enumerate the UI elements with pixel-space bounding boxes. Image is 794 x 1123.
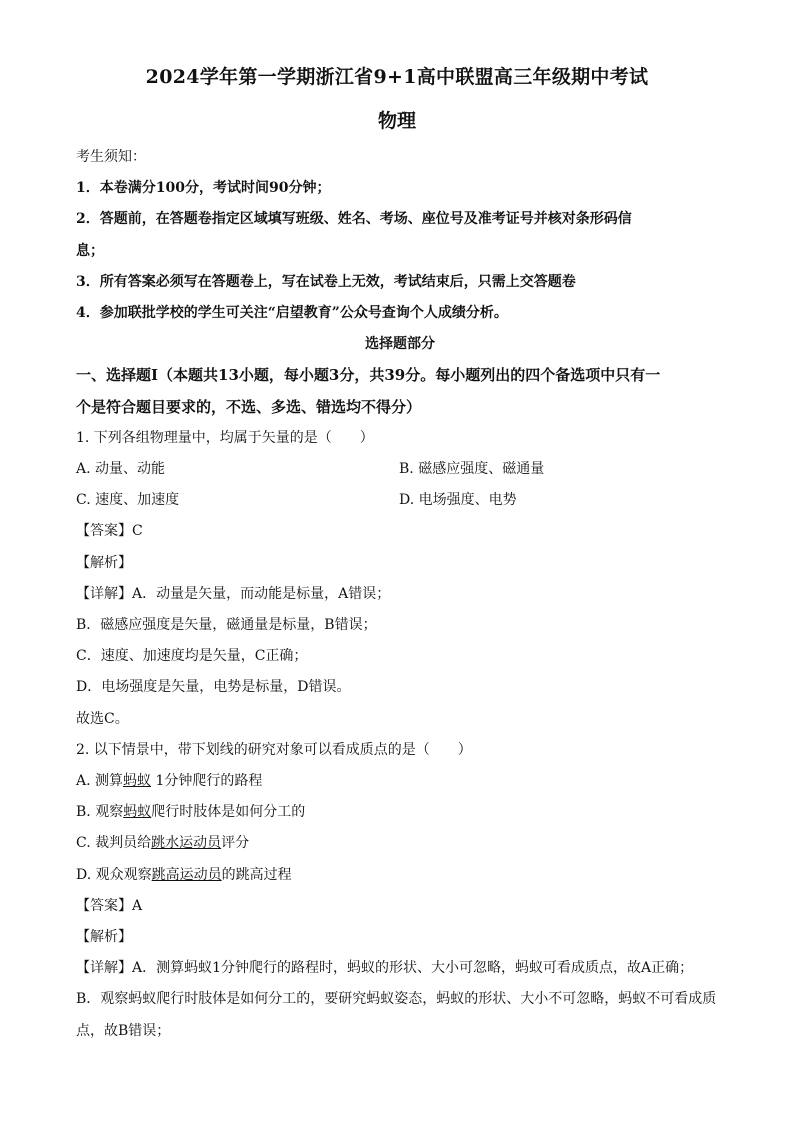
q2-option-a-text: 1分钟爬行的路程 bbox=[151, 773, 263, 790]
q2-option-c-underlined: 跳水运动员 bbox=[151, 835, 222, 852]
q1-detail-line: D．电场强度是矢量，电势是标量，D错误。 bbox=[76, 679, 351, 696]
q2-answer: 【答案】A bbox=[76, 897, 143, 914]
q2-option-d bbox=[76, 860, 724, 891]
q1-detail-line: B．磁感应强度是矢量，磁通量是标量，B错误； bbox=[76, 617, 377, 634]
q2-detail-line: 【详解】A．测算蚂蚁1分钟爬行的路程时，蚂蚁的形状、大小可忽略，蚂蚁可看成质点，故A正确； bbox=[76, 960, 694, 977]
exam-title: 2024学年第一学期浙江省9+1高中联盟高三年级期中考试 bbox=[145, 66, 649, 88]
q2-stem: 2. 以下情景中，带下划线的研究对象可以看成质点的是（ ） bbox=[76, 741, 472, 758]
q1-stem: 1. 下列各组物理量中，均属于矢量的是（ ） bbox=[76, 429, 374, 446]
section-heading-cont: 个是符合题目要求的，不选、多选、错选均不得分） bbox=[76, 397, 422, 416]
q2-detail-line: 点，故B错误； bbox=[76, 1022, 171, 1039]
q1-analysis-label: 【解析】 bbox=[76, 554, 132, 571]
q2-option-b-text: B. 观察 bbox=[76, 804, 124, 821]
q1-conclusion: 故选C。 bbox=[76, 710, 129, 727]
q1-options-row-2 bbox=[76, 485, 724, 516]
section-heading: 一、选择题Ⅰ（本题共13小题，每小题3分，共39分。每小题列出的四个备选项中只有一 bbox=[76, 366, 661, 385]
q1-option-a: A. 动量、动能 bbox=[76, 461, 166, 478]
q2-option-d-text: 的跳高过程 bbox=[221, 866, 292, 883]
q2-option-a-text: A. 测算 bbox=[76, 773, 124, 790]
notice-item-2: 2．答题前，在答题卷指定区域填写班级、姓名、考场、座位号及准考证号并核对条形码信 bbox=[76, 211, 632, 228]
notice-item-4: 4．参加联批学校的学生可关注“启望教育”公众号查询个人成绩分析。 bbox=[76, 305, 508, 322]
q2-option-c bbox=[76, 828, 724, 859]
page-content bbox=[76, 142, 724, 1047]
notice-heading: 考生须知： bbox=[76, 149, 146, 165]
q2-option-b-underlined: 蚂蚁 bbox=[123, 804, 152, 821]
q2-option-b-text: 爬行时肢体是如何分工的 bbox=[151, 804, 306, 821]
part-heading: 选择题部分 bbox=[365, 336, 435, 353]
q2-analysis-label: 【解析】 bbox=[76, 929, 132, 946]
q1-detail-line: 【详解】A．动量是矢量，而动能是标量，A错误； bbox=[76, 585, 391, 602]
q1-option-b: B. 磁感应强度、磁通量 bbox=[399, 461, 545, 478]
notice-item-2-cont: 息； bbox=[76, 242, 104, 259]
exam-subject: 物理 bbox=[377, 110, 416, 132]
notice-item-3: 3．所有答案必须写在答题卷上，写在试卷上无效，考试结束后，只需上交答题卷 bbox=[76, 273, 576, 290]
q2-option-a bbox=[76, 766, 724, 797]
q2-option-d-text: D. 观众观察 bbox=[76, 866, 152, 883]
q2-option-b bbox=[76, 797, 724, 828]
q2-detail-line: B．观察蚂蚁爬行时肢体是如何分工的，要研究蚂蚁姿态，蚂蚁的形状、大小不可忽略，蚂蚁不可看成质 bbox=[76, 991, 717, 1008]
q1-option-c: C. 速度、加速度 bbox=[76, 492, 180, 509]
q2-option-c-text: C. 裁判员给 bbox=[76, 835, 152, 852]
notice-item-1: 1．本卷满分100分，考试时间90分钟； bbox=[76, 180, 331, 197]
q2-option-a-underlined: 蚂蚁 bbox=[123, 773, 152, 790]
q1-options-row-1 bbox=[76, 454, 724, 485]
q2-option-c-text: 评分 bbox=[221, 835, 250, 852]
q1-detail-line: C．速度、加速度均是矢量，C正确； bbox=[76, 648, 308, 665]
q1-answer: 【答案】C bbox=[76, 523, 143, 540]
q2-option-d-underlined: 跳高运动员 bbox=[151, 866, 222, 883]
q1-option-d: D. 电场强度、电势 bbox=[399, 492, 517, 509]
